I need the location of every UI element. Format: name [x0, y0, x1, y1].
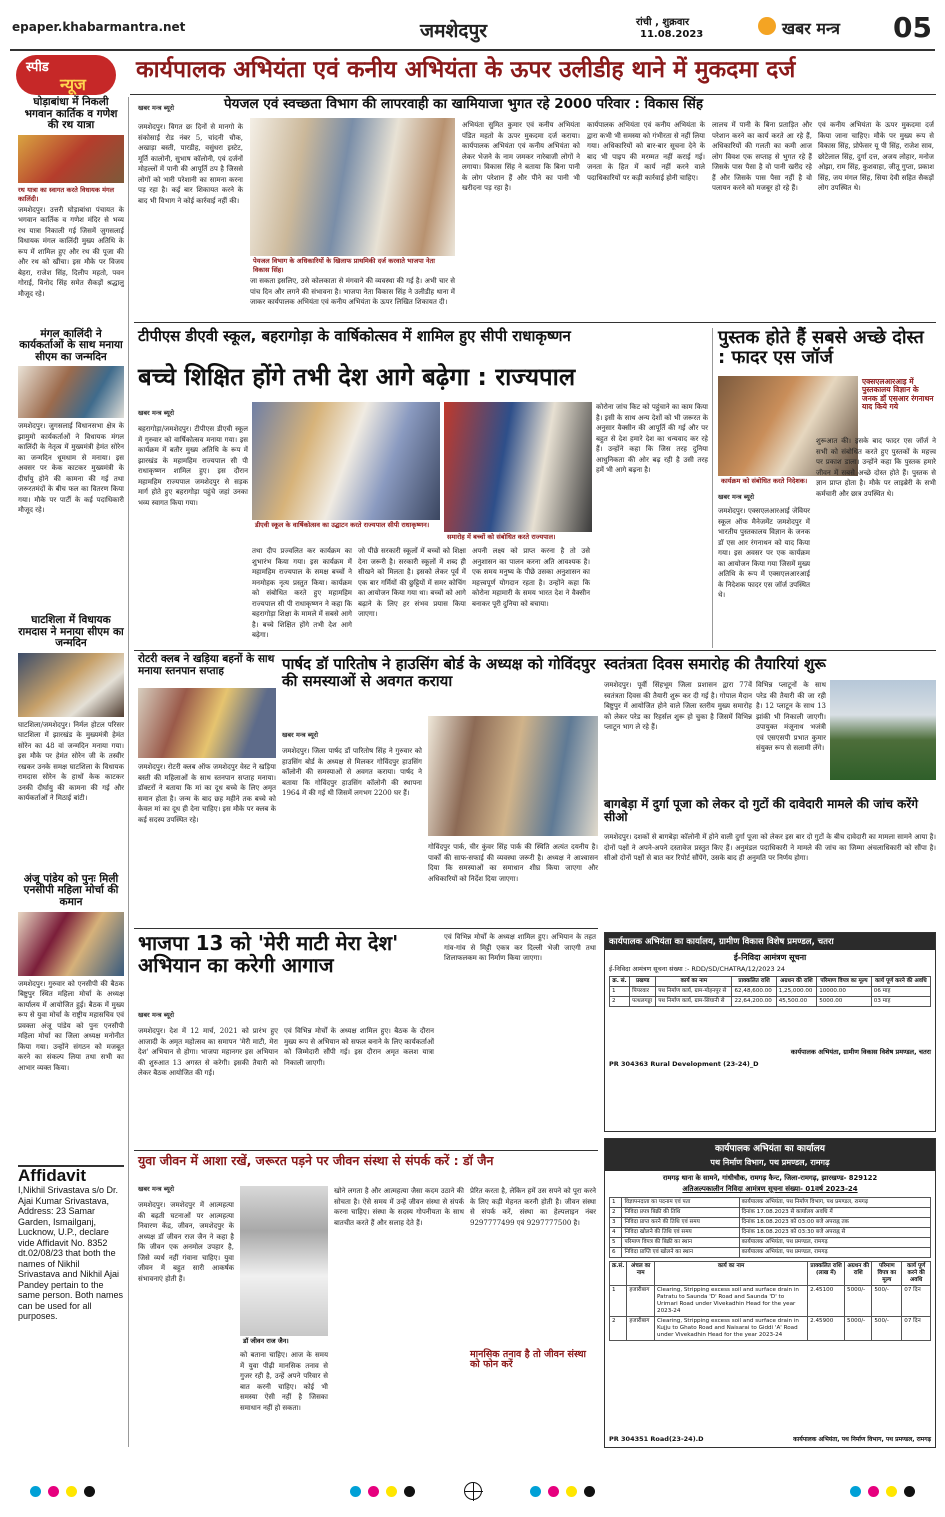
- sidebar-story-4-body: जमशेदपुर। गुरुवार को एनसीपी की बैठक बिष्टुपुर स्थित महिला मोर्चा के अध्यक्ष कार्यालय में आयोजित हुई। बैठक में मुख्य रूप से युवा मोर्चा के राष्ट्रीय महासचिव एवं प्रवक्ता अंजू पांडेय को पुनः एनसीपी महिला मोर्चा का जिला अध्यक्ष मनोनीत किया गया। उन्होंने संगठन को मजबूत करने का संकल्प लिया तथा सभी का आभार व्यक्त किया।: [18, 979, 124, 1072]
- page-header: [0, 0, 945, 52]
- tps-col-5: कोरोना जांच किट को पहुंचाने का काम किया है। इसी के साथ अन्य देशों को भी जरूरत के अनुसार वैक्सीन की आपूर्ति की गई और पर बहुत से देश हमारे देश का धन्यवाद कर रहे हैं। उन्होंने कहा कि जिस तरह दुनिया आधुनिकता की ओर बढ़ रही है उसी तरह हमें भी आगे बढ़ना है।: [596, 403, 708, 474]
- tender-notice-chatra: [604, 932, 936, 1132]
- father-headline: पुस्तक होते हैं सबसे अच्छे दोस्त : फादर एस जॉर्ज: [718, 327, 924, 368]
- brand-logo: [758, 17, 776, 35]
- bhajpa-col-2: एवं विभिन्न मोर्चों के अध्यक्ष शामिल हुए। बैठक के दौरान मुख्य रूप से अभियान को सफल बनाने के लिए कार्यकर्ताओं को जिम्मेदारी सौंपी गई। इस दौरान अमृत कलश यात्रा निकाली जाएगी।: [284, 1027, 434, 1067]
- issue-date: 11.08.2023: [640, 29, 704, 40]
- tps-byline: खबर मन्त्र ब्यूरो: [138, 409, 175, 417]
- sidebar: [18, 97, 124, 1447]
- bagbera-headline: बागबेड़ा में दुर्गा पूजा को लेकर दो गुटों की दावेदारी मामले की जांच करेंगे सीओ: [604, 797, 919, 825]
- table-row: 5 परिमाण विपत्र की बिक्री का स्थान कार्यपालक अभियंता, पथ प्रमण्डल, रामगढ़: [610, 1238, 931, 1248]
- sidebar-story-4-headline: अंजू पांडेय को पुनः मिली एनसीपी महिला मोर्चा की कमान: [23, 872, 119, 909]
- tender1-table: क्र. सं. प्रखण्ड कार्य का नाम प्राक्कलित राशि अग्रधन की राशि परिमाण विपत्र का मूल्य कार्य पूर्ण करने की अवधि 1 पिपरवार पथ निर्माण कार्य, ग्राम-मोहनपुर से 62,48,600.00 1,25,000.00 10000.00 06 माह 2 पत्थलगड्डा पथ निर्माण कार्य, ग्राम-सिंघानी से 22,64,200.00 45,500.00 5000.00 03 माह: [609, 976, 931, 1007]
- lead-col-6: एवं कनीय अभियंता के ऊपर मुकदमा दर्ज किया जाना चाहिए। मौके पर मुख्य रूप से विकास सिंह, प्रोफेसर यू पी सिंह, राजेश साव, छोटेलाल सिंह, दुर्गा दत्त, अजय लोहार, मनोज ओझा, राम सिंह, कुशवाहा, जीतू गुप्ता, प्रकाश सिंह, जय मंगल सिंह, सिया देवी सहित सैकड़ों लोग उपस्थित थे।: [818, 121, 934, 192]
- jain-byline: खबर मन्त्र ब्यूरो: [138, 1185, 175, 1193]
- sidebar-story-1-photo: [18, 135, 124, 183]
- tps-col-2: तथा दीप प्रज्वलित कर कार्यक्रम का शुभारंभ किया गया। इस कार्यक्रम में महामहिम राज्यपाल के समक्ष बच्चों ने मनमोहक नृत्य प्रस्तुत किया। कार्यक्रम को संबोधित करते हुए महामहिम राज्यपाल सी पी राधाकृष्णन ने कहा कि बहरागोड़ा शिक्षा के मामले में सबसे आगे है। बच्चे शिक्षित होंगे तभी देश आगे बढ़ेगा।: [252, 547, 352, 639]
- jain-photo-caption: डॉ जीवन राज जैन।: [240, 1336, 328, 1347]
- brand-name: खबर मन्त्र: [782, 19, 840, 38]
- housing-headline: पार्षद डॉ पारितोष ने हाउसिंग बोर्ड के अध्यक्ष को गोविंदपुर की समस्याओं से अवगत कराया: [282, 655, 596, 690]
- sidebar-story-4-photo: [18, 912, 124, 976]
- lead-byline: खबर मन्त्र ब्यूरो: [138, 104, 175, 112]
- table-row: 1 हजारीबाग Clearing, Stripping excess soil and surface drain in Patratu to Saunda 'D' Road and Saunda 'D' to Urimari Road under Vivekadhin Head for the year 2023-24 2.45100 5000/- 500/- 07 दिन: [610, 1286, 931, 1317]
- bhajpa-headline: भाजपा 13 को 'मेरी माटी मेरा देश' अभियान का करेगी आगाज: [138, 931, 399, 977]
- lead-photo: [250, 118, 455, 256]
- tps-topline: टीपीएस डीएवी स्कूल, बहरागोड़ा के वार्षिकोत्सव में शामिल हुए सीपी राधाकृष्णन: [138, 327, 571, 345]
- father-side-head: एक्सएलआरआइ में पुस्तकालय विज्ञान के जनक डॉ एसआर रंगनाथन याद किये गये: [862, 377, 934, 411]
- jain-headline: युवा जीवन में आशा रखें, जरूरत पड़ने पर जीवन संस्था से संपर्क करें : डॉ जैन: [138, 1153, 494, 1168]
- tender-notice-ramgarh: [604, 1138, 936, 1448]
- tender2-title: कार्यपालक अभियंता का कार्यालय: [605, 1139, 935, 1156]
- bhajpa-byline: खबर मन्त्र ब्यूरो: [138, 1011, 175, 1019]
- tender2-notice: अतिअल्पकालीन निविदा आमंत्रण सूचना संख्या- 01वर्ष 2023-24: [682, 1185, 858, 1193]
- speed-news-logo: स्पीड न्यूज: [16, 55, 116, 95]
- tender2-subtitle: पथ निर्माण विभाग, पथ प्रमण्डल, रामगढ़: [605, 1156, 935, 1171]
- sidebar-story-2-body: जमशेदपुर। जुगसलाई विधानसभा क्षेत्र के झामुमो कार्यकर्ताओं ने विधायक मंगल कालिंदी के नेतृत्व में मुख्यमंत्री हेमंत सोरेन का जन्मदिन धूमधाम से मनाया। इस अवसर पर केक काटकर मुख्यमंत्री के दीर्घायु होने की कामना की गई तथा जरूरतमंदों के बीच फल का वितरण किया गया। मौके पर पार्टी के कई पदाधिकारी मौजूद रहे।: [18, 422, 124, 515]
- tender1-subtitle: ई-निविदा आमंत्रण सूचना: [733, 953, 807, 962]
- sidebar-story-1-caption: रथ यात्रा का स्वागत करते विधायक मंगल कालिंदी।: [18, 185, 115, 203]
- lead-col-4: कार्यपालक अभियंता एवं कनीय अभियंता के द्वारा कभी भी समस्या को गंभीरता से नहीं लिया गया। अधिकारियों को बार-बार सूचना देने के बाद भी पाइप की मरम्मत नहीं कराई गई। जनता के हित में कार्य नहीं करने वाले पदाधिकारियों पर कड़ी कार्रवाई होनी चाहिए।: [587, 121, 705, 182]
- father-photo-caption: कार्यक्रम को संबोधित करते निदेशक।: [718, 476, 858, 487]
- swatantrata-photo: [830, 680, 936, 780]
- father-col-1: जमशेदपुर। एक्सएलआरआई जेवियर स्कूल ऑफ मैनेजमेंट जमशेदपुर में भारतीय पुस्तकालय विज्ञान के जनक डॉ एस आर रंगनाथन को याद किया गया। इस अवसर पर एक कार्यक्रम का आयोजन किया गया जिसमें मुख्य अतिथि के रूप में एक्सएलआरआई के निदेशक फादर एस जॉर्ज उपस्थित थे।: [718, 507, 810, 599]
- jain-photo: [240, 1186, 328, 1336]
- lead-headline: कार्यपालक अभियंता एवं कनीय अभियंता के ऊपर उलीडीह थाने में मुकदमा दर्ज: [136, 57, 796, 83]
- tender2-footer: PR 304351 Road(23-24).D: [609, 1435, 704, 1443]
- bhajpa-col-3: एवं विभिन्न मोर्चों के अध्यक्ष शामिल हुए। अभियान के तहत गांव-गांव से मिट्टी एकत्र कर दिल्ली भेजी जाएगी तथा शिलाफलकम का निर्माण किया जाएगा।: [444, 933, 596, 962]
- jain-col-1: जमशेदपुर। जमशेदपुर में आत्महत्या की बढ़ती घटनाओं पर आत्महत्या निवारण केंद्र, जीवन, जमशेदपुर के अध्यक्ष डॉ जीवन राज जैन ने कहा है कि जीवन एक अनमोल उपहार है, जिसे व्यर्थ नहीं गंवाना चाहिए। युवा जीवन में बहुत सारी आकर्षक संभावनाएं होती हैं।: [138, 1201, 234, 1283]
- affidavit-title: Affidavit: [18, 1165, 86, 1185]
- tender2-info-table: [609, 1197, 931, 1258]
- tender1-notice: ई-निविदा आमंत्रण सूचना संख्या :- RDD/SD/CHATRA/12/2023 24: [609, 965, 786, 973]
- swatantrata-headline: स्वतंत्रता दिवस समारोह की तैयारियां शुरू: [604, 655, 826, 673]
- lead-col-5: लालच में पानी के बिना प्रताड़ित और परेशान करने का कार्य करते आ रहे हैं, अधिकारियों की गलती का कमी आज लोग विवश एक सप्ताह से भुगत रहे हैं जिसके पास पैसा है वो पानी खरीद रहे हैं और जिसके पास पैसा नहीं है वो पलायन करने को मजबूर हो रहे हैं।: [712, 121, 812, 192]
- table-row: 3 निविदा प्राप्त करने की तिथि एवं समय दिनांक 18.08.2023 को 03:00 बजे अपराह्न तक: [610, 1218, 931, 1228]
- tender1-title: कार्यपालक अभियंता का कार्यालय, ग्रामीण विकास विशेष प्रमण्डल, चतरा: [605, 933, 935, 950]
- affidavit-box: [18, 1165, 124, 1322]
- rotary-photo: [138, 688, 276, 758]
- housing-photo: [428, 716, 598, 836]
- crosshair-icon: [464, 1482, 482, 1500]
- table-row: 4 निविदा खोलने की तिथि एवं समय दिनांक 18.08.2023 को 03:30 बजे अपराह्न से: [610, 1228, 931, 1238]
- tender1-footer: PR 304363 Rural Development (23-24)_D: [609, 1060, 759, 1068]
- lead-col-2: जा सकता इसलिए, उसे कोलकाता से मंगवाने की व्यवस्था की गई है। अभी चार से पांच दिन और लगने की संभावना है। भाजपा नेता विकास सिंह ने उलीडीह थाना में जाकर कार्यपालक अभियंता एवं कनीय अभियंता के ऊपर लिखित शिकायत दी।: [250, 277, 455, 306]
- lead-subhead: पेयजल एवं स्वच्छता विभाग की लापरवाही का खामियाजा भुगत रहे 2000 परिवार : विकास सिंह: [224, 96, 704, 112]
- tps-col-3: जो पीछे सरकारी स्कूलों में बच्चों को शिक्षा देना जरूरी है। सरकारी स्कूलों में शब्द ही सीखने को मिलता है। इसको लेकर पूर्व में एक बार गर्मियों की छुट्टियों में समर कोचिंग का आयोजन किया गया था। बच्चों को आगे बढ़ाने के लिए हर संभव प्रयास किया जाएगा।: [358, 547, 466, 618]
- place-day: रांची , शुक्रवार: [636, 17, 690, 28]
- bagbera-body: जमशेदपुर। दशकों से बागबेड़ा कॉलोनी में होने वाली दुर्गा पूजा को लेकर इस बार दो गुटों के बीच दावेदारी का मामला सामने आया है। दोनों पक्षों ने अपने-अपने दस्तावेज प्रस्तुत किए हैं। अनुमंडल पदाधिकारी ने मामले की जांच का जिम्मा अंचलाधिकारी को सौंपा है। सीओ दोनों पक्षों से बात कर रिपोर्ट सौंपेंगे, उसके बाद ही अनुमति पर निर्णय होगा।: [604, 833, 936, 862]
- jain-col-2: को बताना चाहिए। आज के समय में युवा पीढ़ी मानसिक तनाव से गुजर रही है, उन्हें अपने परिवार से बात करनी चाहिए। कोई भी समस्या ऐसी नहीं है जिसका समाधान नहीं हो सकता।: [240, 1351, 328, 1412]
- bhajpa-col-1: जमशेदपुर। देश में 12 मार्च, 2021 को प्रारंभ हुए आजादी के अमृत महोत्सव का समापन 'मेरी माटी, मेरा देश' अभियान से होगा। भाजपा महानगर इस अभियान की शुरुआत 13 अगस्त से करेगी। इसकी तैयारी को लेकर बैठक आयोजित की गई।: [138, 1027, 278, 1077]
- jain-side-head: मानसिक तनाव है तो जीवन संस्था को फोन करें: [470, 1349, 587, 1371]
- sidebar-story-1-headline: घोड़ाबांधा में निकली भगवान कार्तिक व गणेश की रथ यात्रा: [24, 96, 118, 132]
- sidebar-story-1-body: जमशेदपुर। उत्तरी घोड़ाबांधा पंचायत के भगवान कार्तिक व गणेश मंदिर से भव्य रथ यात्रा निकाली गई जिसमें जुगसलाई विधायक मंगल कालिंदी मुख्य अतिथि के रूप में शामिल हुए और रथ की पूजा की और रथ को खींचा। इस मौके पर विजय बेहरा, राजेश सिंह, दिलीप महतो, पवन गोराई, विनोद सिंह समेत सैकड़ों श्रद्धालु मौजूद रहे।: [18, 205, 124, 298]
- sidebar-story-2-headline: मंगल कालिंदी ने कार्यकर्ताओं के साथ मनाया सीएम का जन्मदिन: [19, 327, 123, 363]
- swatantrata-col-2: विभिन्न प्लाटूनों के साथ परेड की तैयारी की जा रही है। 12 प्लाटून के साथ 13 झांकी भी निकाली जाएगी। उपायुक्त मंजूनाथ भजंत्री एवं एसएसपी प्रभात कुमार संयुक्त रूप से सलामी लेंगे।: [756, 681, 826, 752]
- lead-col-1: जमशेदपुर। विगत छः दिनों से मानगो के संकोसाई रोड नंबर 5, चांदनी चौक, अखाड़ा बस्ती, पारडीह, वसुंधरा इस्टेट, मूर्ति कालोनी, सुभाष कॉलोनी, एवं दर्जनों मोहल्लों में पानी की आपूर्ति ठप है जिससे लोगों को भारी परेशानी का सामना करना पड़ रहा है। कई बार शिकायत करने के बाद भी विभाग ने कोई कार्रवाई नहीं की।: [138, 123, 243, 205]
- table-row: 6 निविदा प्राप्ति एवं खोलने का स्थान कार्यपालक अभियंता, पथ प्रमण्डल, रामगढ़: [610, 1248, 931, 1258]
- tender1-sign: कार्यपालक अभियंता, ग्रामीण विकास विशेष प्रमण्डल, चतरा: [790, 1048, 931, 1056]
- tps-headline: बच्चे शिक्षित होंगे तभी देश आगे बढ़ेगा : राज्यपाल: [138, 363, 576, 391]
- housing-col-2: गोविंदपुर पार्क, चीर कुंवर सिंह पार्क की स्थिति अत्यंत दयनीय है। पार्कों की साफ-सफाई की व्यवस्था जरूरी है। अध्यक्ष ने आश्वासन दिया कि समस्याओं का समाधान शीघ्र किया जाएगा और अधिकारियों को निर्देश दिया जाएगा।: [428, 843, 598, 883]
- tps-photo-1: [252, 402, 440, 520]
- jain-col-3: खोने लगता है और आत्महत्या जैसा कदम उठाने की सोचता है। ऐसे समय में उन्हें जीवन संस्था से संपर्क करना चाहिए। संस्था के सदस्य गोपनीयता के साथ बातचीत करते हैं और सलाह देते हैं।: [334, 1187, 464, 1227]
- tender2-work-table: क्र.सं. अंचल का नाम कार्य का नाम प्राक्कलित राशि (लाख में) अग्रधन की राशि परिमाण विपत्र का मूल्य कार्य पूर्ण करने की अवधि 1 हजारीबाग Clearing, Stripping excess soil and surface drain in Patratu to Saunda 'D' Road and Saunda 'D' to Urimari Road under Vivekadhin Head for the year 2023-24 2.45100 5000/- 500/- 07 दिन 2 हजारीबाग Clearing, Stripping excess soil and surface drain in Kujju to Ghato Road and Naisarai to Giddi 'A' Road under Vivekadhin Head for the year 2023-24 2.45900 5000/- 500/- 07 दिन: [609, 1261, 931, 1341]
- sidebar-story-2-photo: [18, 366, 124, 418]
- tps-photo-1-caption: डीएवी स्कूल के वार्षिकोत्सव का उद्घाटन करते राज्यपाल सीपी राधाकृष्णन।: [252, 520, 440, 531]
- housing-byline: खबर मन्त्र ब्यूरो: [282, 731, 319, 739]
- tps-col-4: अपनी लक्ष्य को प्राप्त करना है तो उसे अनुशासन का पालन करना अति आवश्यक है। एक समय मनुष्य के पीछे उसका अनुशासन का महत्त्वपूर्ण योगदान रहता है। उन्होंने कहा कि कोरोना महामारी के समय भारत देश ने वैक्सीन बनाकर पूरी दुनिया को बचाया।: [472, 547, 590, 608]
- lead-col-3: अभियंता सुमित कुमार एवं कनीय अभियंता पंडित महतो के ऊपर मुकदमा दर्ज कराया। कार्यपालक अभियंता एवं कनीय अभियंता को लेकर भेजने के नाम जमकर नारेबाजी लोगों ने लगाया। विकास सिंह ने बताया कि बिना पानी के लोग परेशान हैं और पीने का पानी भी खरीदना पड़ रहा है।: [462, 121, 580, 192]
- tender2-sign: कार्यपालक अभियंता, पथ निर्माण विभाग, पथ प्रमण्डल, रामगढ़: [793, 1436, 931, 1443]
- lead-photo-caption: पेयजल विभाग के अधिकारियों के खिलाफ प्राथमिकी दर्ज करवाते भाजपा नेता विकास सिंह।: [250, 256, 455, 276]
- tps-col-1: बहरागोड़ा/जमशेदपुर। टीपीएस डीएवी स्कूल में गुरुवार को वार्षिकोत्सव मनाया गया। इस कार्यक्रम में बतौर मुख्य अतिथि के रूप में झारखंड के महामहिम राज्यपाल सी पी राधाकृष्णन शामिल हुए। इस दौरान महामहिम राज्यपाल जमशेदपुर से सड़क मार्ग होते हुए बहरागोड़ा पहुंचे जहां उनका भव्य स्वागत किया गया।: [138, 425, 248, 507]
- housing-col-1: जमशेदपुर। जिला पार्षद डॉ पारितोष सिंह ने गुरुवार को हाउसिंग बोर्ड के अध्यक्ष से मिलकर गोविंदपुर हाउसिंग कॉलोनी की समस्याओं से अवगत कराया। पार्षद ने बताया कि गोविंदपुर हाउसिंग कॉलोनी की स्थापना 1964 में की गई थी जिसमें लगभग 2200 घर हैं।: [282, 747, 422, 797]
- table-row: 2 पत्थलगड्डा पथ निर्माण कार्य, ग्राम-सिंघानी से 22,64,200.00 45,500.00 5000.00 03 माह: [610, 997, 931, 1007]
- table-row: 1 विज्ञापनदाता का पदनाम एवं पता कार्यपालक अभियंता, पथ निर्माण विभाग, पथ प्रमण्डल, रामगढ़: [610, 1198, 931, 1208]
- page-number: 05: [893, 11, 932, 44]
- sidebar-story-3-photo: [18, 653, 124, 717]
- rotary-headline: रोटरी क्लब ने खड़िया बहनों के साथ मनाया स्तनपान सप्ताह: [138, 653, 275, 677]
- sidebar-story-3-body: घाटशिला/जमशेदपुर। निर्मल होटल परिसर घाटशिला में झारखंड के मुख्यमंत्री हेमंत सोरेन का 48 वां जन्मदिन मनाया गया। इस मौके पर हेमंत सोरेन जी के तस्वीर रखकर उनके समक्ष घाटशिला के विधायक रामदास सोरेन के हाथों केक काटकर उनकी दीर्घायु की कामना की गई और कार्यकर्ताओं ने मिठाई बांटी।: [18, 720, 124, 803]
- rotary-body: जमशेदपुर। रोटरी क्लब ऑफ जमशेदपुर वेस्ट ने खड़िया बस्ती की महिलाओं के साथ स्तनपान सप्ताह मनाया। डॉक्टरों ने बताया कि मां का दूध बच्चे के लिए अमृत समान होता है। जन्म के बाद छह महीने तक बच्चे को केवल मां का दूध ही देना चाहिए। इस मौके पर क्लब के कई सदस्य उपस्थित रहे।: [138, 763, 276, 824]
- father-col-2: शुरूआत की। इसके बाद फादर एस जॉर्ज ने सभी को संबोधित करते हुए पुस्तकों के महत्त्व पर प्रकाश डाला। उन्होंने कहा कि पुस्तक हमारे जीवन में सबसे अच्छे दोस्त होते हैं। पुस्तक से ज्ञान प्राप्त होता है। मौके पर लाइब्रेरी के सभी कर्मचारी और छात्र उपस्थित थे।: [816, 437, 936, 498]
- tps-photo-2-caption: समारोह में बच्चों को संबोधित करते राज्यपाल।: [444, 532, 592, 543]
- jain-col-4: प्रेरित करता है, लेकिन हमें उस सपने को पूरा करने के लिए कड़ी मेहनत करनी होती है। जीवन संस्था से संपर्क करें, संस्था का हेल्पलाइन नंबर 9297777499 एवं 9297777500 है।: [470, 1187, 596, 1227]
- table-row: 2 हजारीबाग Clearing, Stripping excess soil and surface drain in Kujju to Ghato Road and Naisarai to Giddi 'A' Road under Vivekadhin Head for the year 2023-24 2.45900 5000/- 500/- 07 दिन: [610, 1317, 931, 1341]
- city-name: जमशेदपुर: [420, 20, 488, 42]
- affidavit-text: I,Nikhil Srivastava s/o Dr. Ajai Kumar Srivastava, Address: 23 Samar Garden, Ismailganj, Lucknow, U.P., declare vide Affidavit No. 8352 dt.02/08/23 that both the names of Nikhil Srivastava and Nikhil Ajai Pandey pertain to the same person. Both names can be used for all purposes.: [18, 1185, 124, 1322]
- site-url[interactable]: epaper.khabarmantra.net: [12, 20, 186, 34]
- tps-photo-2: [444, 402, 592, 532]
- father-byline: खबर मन्त्र ब्यूरो: [718, 493, 755, 501]
- registration-marks: [0, 1472, 945, 1512]
- table-row: 2 निविदा प्रपत्र बिक्री की तिथि दिनांक 17.08.2023 से कार्यालय अवधि में: [610, 1208, 931, 1218]
- table-row: 1 पिपरवार पथ निर्माण कार्य, ग्राम-मोहनपुर से 62,48,600.00 1,25,000.00 10000.00 06 माह: [610, 987, 931, 997]
- tender2-address: रामगढ़ थाना के सामने, गांधीचौक, रामगढ़ कैन्ट, जिला-रामगढ़, झारखण्ड- 829122: [662, 1174, 878, 1182]
- swatantrata-col-1: जमशेदपुर। पूर्वी सिंहभूम जिला प्रशासन द्वारा 77वें स्वतंत्रता दिवस की तैयारी शुरू कर दी गई है। गोपाल मैदान बिष्टुपुर में आयोजित होने वाले जिला स्तरीय मुख्य समारोह को लेकर परेड का रिहर्सल शुरू हो चुका है जिसमें विभिन्न प्लाटून भाग ले रहे हैं।: [604, 681, 752, 731]
- sidebar-story-3-headline: घाटशिला में विधायक रामदास ने मनाया सीएम का जन्मदिन: [18, 614, 124, 650]
